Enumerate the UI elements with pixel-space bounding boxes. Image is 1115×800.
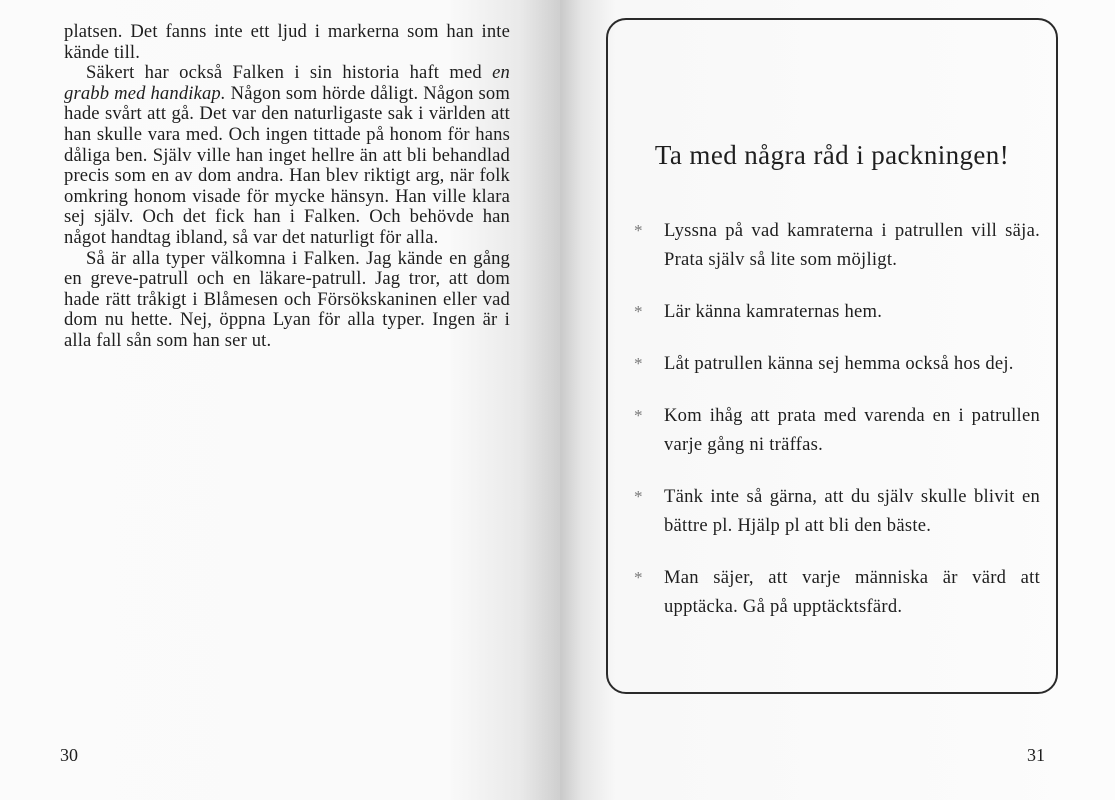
advice-item [630, 349, 1040, 378]
advice-item [630, 482, 1040, 540]
advice-text: Kom ihåg att prata med varenda en i patrullen varje gång ni träffas. [664, 405, 1040, 455]
paragraph-3 [64, 249, 510, 352]
text-run: Någon som hörde dåligt. Någon som hade svårt att gå. Det var den naturligaste sak i världen att han skulle vara med. Och ingen tittade på honom för hans dåliga ben. Själv ville han inget hellre än att bli behandlad precis som en av dom andra. Han blev riktigt arg, när folk omkring honom visade för mycke hänsyn. Han ville klara sej själv. Och det fick han i Falken. Och behövde han något handtag ibland, så var det naturligt för alla. [64, 82, 510, 248]
text-run: Så är alla typer välkomna i Falken. Jag kände en gång en greve-patrull och en läkare-patrull. Jag tror, att dom hade rätt tråkigt i Blåmesen och Försökskaninen eller vad dom nu hette. Nej, öppna Lyan för alla typer. Ingen är i alla fall sån som han ser ut. [64, 247, 510, 351]
text-run: Säkert har också Falken i sin historia haft med [86, 62, 493, 84]
advice-box [606, 18, 1058, 694]
paragraph-2 [64, 63, 510, 248]
advice-text: Tänk inte så gärna, att du själv skulle blivit en bättre pl. Hjälp pl att bli den bäste. [664, 486, 1040, 536]
asterisk-icon: * [634, 221, 643, 240]
advice-text: Lär känna kamraternas hem. [664, 301, 883, 322]
advice-list [630, 216, 1040, 644]
page-number-left: 30 [60, 745, 78, 765]
advice-item [630, 563, 1040, 621]
advice-item [630, 216, 1040, 274]
paragraph-1 [64, 22, 510, 63]
page-number-right: 31 [1027, 745, 1045, 765]
asterisk-icon: * [634, 568, 643, 587]
asterisk-icon: * [634, 406, 643, 425]
advice-title: Ta med några råd i packningen! [654, 140, 1010, 170]
advice-item [630, 297, 1040, 326]
asterisk-icon: * [634, 487, 643, 506]
text-run: platsen. Det fanns inte ett ljud i markerna som han inte kände till. [64, 21, 510, 63]
advice-text: Låt patrullen känna sej hemma också hos dej. [664, 353, 1014, 374]
advice-text: Lyssna på vad kamraterna i patrullen vill säja. Prata själv så lite som möjligt. [664, 220, 1040, 270]
italic-phrase: en grabb med handikap. [64, 62, 510, 104]
left-page-text [64, 22, 510, 352]
asterisk-icon: * [634, 302, 643, 321]
asterisk-icon: * [634, 354, 643, 373]
advice-item [630, 401, 1040, 459]
advice-text: Man säjer, att varje människa är värd att upptäcka. Gå på upptäcktsfärd. [664, 567, 1040, 617]
